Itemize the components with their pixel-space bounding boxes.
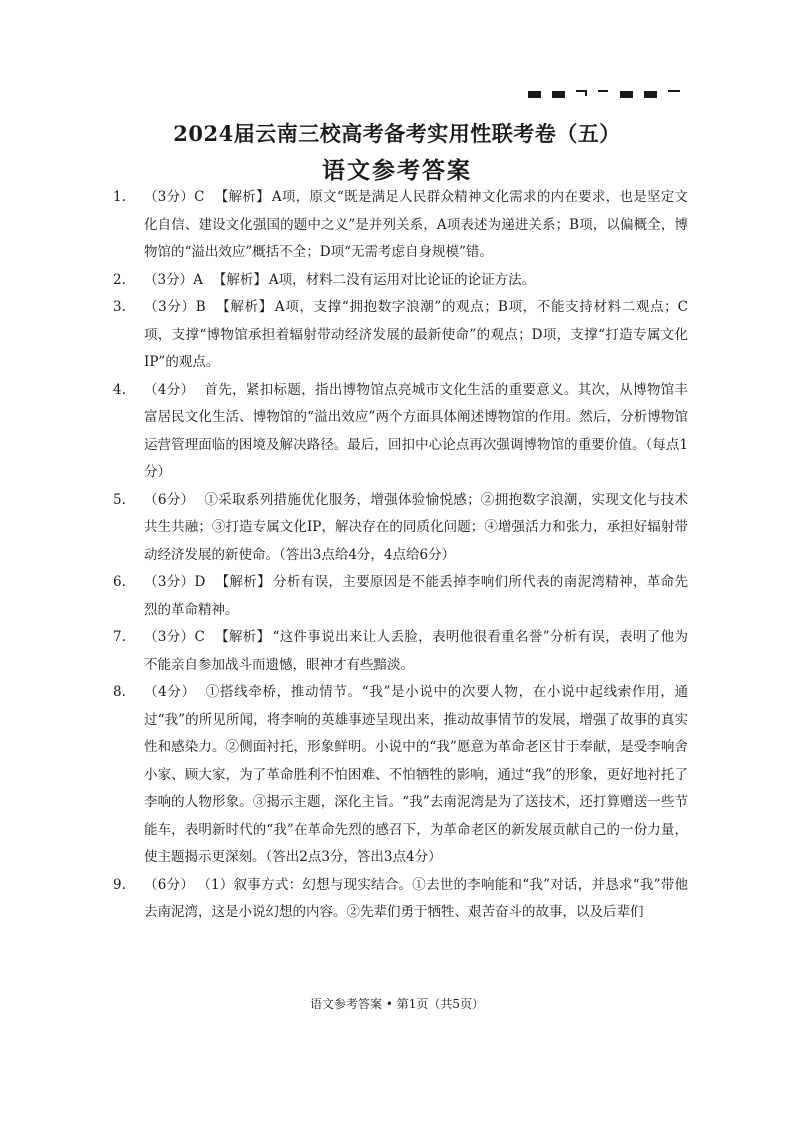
mark-block bbox=[644, 91, 657, 98]
answer-item bbox=[113, 294, 688, 377]
answer-text: “这件事说出来让人丢脸，表明他很看重名誉”分析有误，表明了他为不能亲自参加战斗而遗憾，眼神才有些黯淡。 bbox=[144, 629, 688, 673]
answer-text: 首先，紧扣标题，指出博物馆点亮城市文化生活的重要意义。其次，从博物馆丰富居民文化生活、博物馆的“溢出效应”两个方面具体阐述博物馆的作用。然后，分析博物馆运营管理面临的困境及解决路径。最后，回扣中心论点再次强调博物馆的重要价值。（每点1分） bbox=[144, 381, 689, 480]
answer-text: A项，支撑“拥抱数字浪潮”的观点；B项，不能支持材料二观点；C项，支撑“博物馆承担着辐射带动经济发展的最新使命”的观点；D项，支撑“打造专属文化IP”的观点。 bbox=[144, 299, 689, 370]
analysis-tag: 【解析】 bbox=[212, 271, 267, 288]
analysis-tag: 【解析】 bbox=[215, 299, 273, 315]
answer-score: （3分）C bbox=[144, 189, 205, 205]
answer-score: （4分） bbox=[144, 381, 195, 398]
answer-content bbox=[144, 624, 688, 679]
answer-score: （3分）D bbox=[144, 574, 206, 590]
answer-score: （3分）C bbox=[144, 629, 205, 645]
answer-content bbox=[144, 184, 688, 267]
answer-item bbox=[113, 569, 688, 624]
mark-block bbox=[620, 91, 633, 98]
answer-content bbox=[144, 377, 688, 487]
answer-number: 7. bbox=[113, 629, 126, 645]
answer-content bbox=[144, 679, 688, 872]
answer-number: 2. bbox=[113, 271, 126, 288]
answer-score: （6分） bbox=[144, 491, 195, 508]
answer-score: （4分） bbox=[144, 684, 196, 700]
mark-block bbox=[552, 91, 565, 98]
answer-item bbox=[113, 487, 688, 570]
answer-item bbox=[113, 872, 688, 927]
answer-number: 4. bbox=[113, 381, 126, 398]
answer-number: 6. bbox=[113, 574, 126, 590]
analysis-tag: 【解析】 bbox=[214, 189, 270, 205]
answer-text: A项，原文“既是满足人民群众精神文化需求的内在要求，也是坚定文化自信、建设文化强国的题中之义”是并列关系，A项表述为递进关系；B项，以偏概全，博物馆的“溢出效应”概括不全；D项“无需考虑自身规模”错。 bbox=[144, 189, 689, 260]
mark-tick bbox=[585, 90, 587, 96]
mark-line bbox=[668, 90, 680, 92]
answer-content bbox=[144, 872, 688, 927]
answer-item bbox=[113, 624, 688, 679]
analysis-tag: 【解析】 bbox=[215, 574, 272, 590]
answer-text: 分析有误，主要原因是不能丢掉李响们所代表的南泥湾精神，革命先烈的革命精神。 bbox=[144, 574, 689, 618]
document-title: 2024届云南三校高考备考实用性联考卷（五） bbox=[173, 121, 621, 146]
answer-content bbox=[144, 569, 688, 624]
answer-content bbox=[144, 294, 688, 377]
answer-score: （6分） bbox=[144, 876, 195, 893]
answer-score: （3分）B bbox=[144, 299, 206, 315]
answer-text: （1）叙事方式：幻想与现实结合。①去世的李响能和“我”对话，并恳求“我”带他去南泥湾，这是小说幻想的内容。②先辈们勇于牺牲、艰苦奋斗的故事，以及后辈们 bbox=[144, 876, 688, 920]
answer-number: 3. bbox=[113, 299, 126, 315]
mark-line bbox=[598, 90, 608, 92]
page-footer: 语文参考答案 • 第1页（共5页） bbox=[310, 997, 484, 1011]
answer-text: A项，材料二没有运用对比论证的论证方法。 bbox=[268, 271, 536, 288]
mark-block bbox=[528, 91, 541, 98]
answer-number: 5. bbox=[113, 491, 126, 508]
answer-number: 8. bbox=[113, 684, 126, 700]
answer-item bbox=[113, 267, 688, 295]
answer-list bbox=[113, 184, 688, 927]
answer-text: ①采取系列措施优化服务，增强体验愉悦感；②拥抱数字浪潮，实现文化与技术共生共融；③打造专属文化IP，解决存在的同质化问题；④增强活力和张力，承担好辐射带动经济发展的新使命。（答出3点给4分，4点给6分） bbox=[144, 491, 689, 563]
header-marks bbox=[528, 88, 688, 102]
answer-score: （3分）A bbox=[144, 271, 203, 288]
answer-content bbox=[144, 267, 688, 295]
answer-item bbox=[113, 184, 688, 267]
analysis-tag: 【解析】 bbox=[214, 629, 271, 645]
answer-item bbox=[113, 679, 688, 872]
document-subtitle: 语文参考答案 bbox=[322, 157, 472, 184]
answer-item bbox=[113, 377, 688, 487]
answer-number: 1. bbox=[113, 189, 126, 205]
answer-content bbox=[144, 487, 688, 570]
answer-text: ①搭线牵桥，推动情节。“我”是小说中的次要人物，在小说中起线索作用，通过“我”的所见所闻，将李响的英雄事迹呈现出来，推动故事情节的发展，增强了故事的真实性和感染力。②侧面衬托，形象鲜明。小说中的“我”愿意为革命老区甘于奉献，是受李响舍小家、顾大家，为了革命胜利不怕困难、不怕牺牲的影响，通过“我”的形象，更好地衬托了李响的人物形象。③揭示主题，深化主旨。“我”去南泥湾是为了送技术，还打算赠送一些节能车，表明新时代的“我”在革命先烈的感召下，为革命老区的新发展贡献自己的一份力量，使主题揭示更深刻。（答出2点3分，答出3点4分） bbox=[144, 684, 688, 865]
answer-number: 9. bbox=[113, 876, 126, 893]
